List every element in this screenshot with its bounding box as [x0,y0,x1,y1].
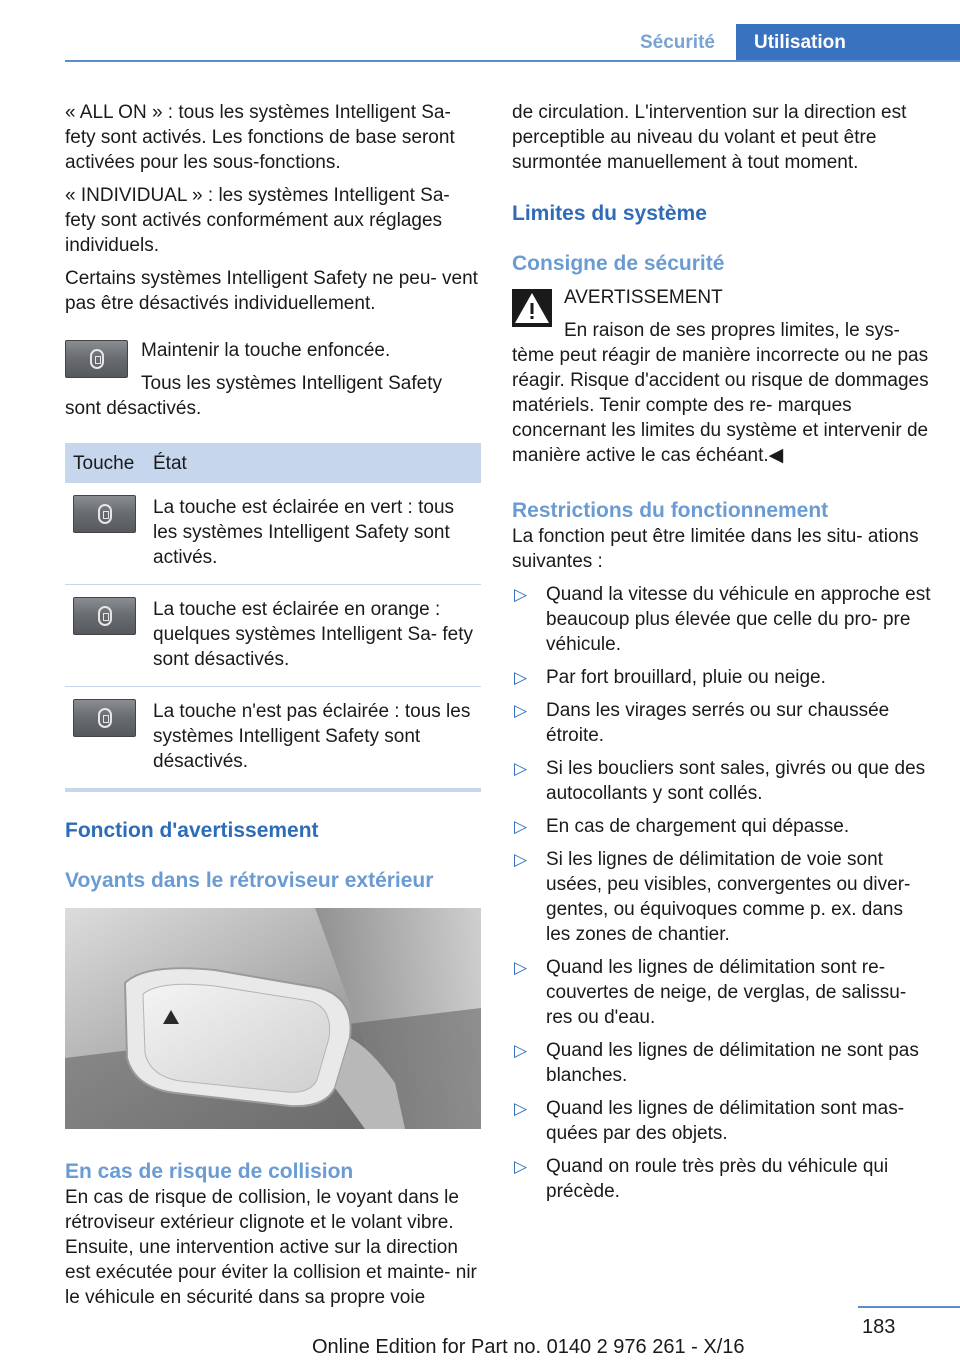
list-item: ▷ Dans les virages serrés ou sur chaussée étroite. [514,700,890,746]
warning-text: En raison de ses propres limites, le sys‐ tème peut réagir de manière incorrecte ou ne pas réagir. Risque d'accident ou risque de dommages matériels. Tenir compte des re‐ marques concernant les limites du système et intervenir de manière active le cas échéant.◀ [512,320,929,466]
table-header-touche: Touche [65,443,153,483]
paragraph-continuation: de circulation. L'intervention sur la direction est perceptible au niveau du volant et peut être surmontée manuellement à tout moment. [512,102,907,173]
table-row [65,687,481,791]
list-item: ▷ Si les lignes de délimitation de voie sont usées, peu visibles, convergentes ou diver‐ gentes, ou équivoques comme p. ex. dans les zones de chantier. [514,849,911,945]
heading-restrictions: Restrictions du fonctionnement [512,499,829,522]
page-number-rule [858,1306,960,1308]
paragraph-individual: « INDIVIDUAL » : les systèmes Intelligent Sa‐ fety sont activés conformément aux réglages individuels. [65,185,450,256]
restrictions-list [512,582,932,1204]
hold-line-2: Tous les systèmes Intelligent Safety sont désactivés. [65,373,442,419]
list-item: ▷ Quand les lignes de délimitation sont re‐ couvertes de neige, de verglas, de salissu‐ res ou d'eau. [514,957,907,1028]
bullet-arrow-icon: ▷ [514,817,528,836]
list-item: ▷ Quand les lignes de délimitation sont mas‐ quées par des objets. [514,1098,905,1144]
table-header-etat: État [153,443,481,483]
side-mirror-illustration [65,908,481,1129]
left-column [65,100,481,1318]
table-cell-state: La touche est éclairée en vert : tous les systèmes Intelligent Safety sont activés. [153,483,481,585]
hold-line-1: Maintenir la touche enfoncée. [141,340,391,361]
bullet-arrow-icon: ▷ [514,668,528,687]
bullet-arrow-icon: ▷ [514,958,528,977]
heading-mirror-lights: Voyants dans le rétroviseur extérieur [65,869,434,892]
bullet-arrow-icon: ▷ [514,701,528,720]
table-row [65,585,481,687]
table-row [65,483,481,585]
table-cell-state: La touche n'est pas éclairée : tous les systèmes Intelligent Safety sont désactivés. [153,687,481,791]
safety-button-green-icon [73,495,136,533]
footer-edition: Online Edition for Part no. 0140 2 976 261 - X/16 [312,1336,745,1358]
bullet-arrow-icon: ▷ [514,585,528,604]
paragraph-restrictions: La fonction peut être limitée dans les situ‐ ations suivantes : [512,526,919,572]
list-item: ▷ Si les boucliers sont sales, givrés ou que des autocollants y sont collés. [514,758,926,804]
list-item: ▷ En cas de chargement qui dépasse. [514,816,850,837]
tab-securite[interactable]: Sécurité [640,32,715,53]
list-item: ▷ Quand la vitesse du véhicule en approche est beaucoup plus élevée que celle du pro‐ pre véhicule. [514,584,931,655]
paragraph-certain-systems: Certains systèmes Intelligent Safety ne peu‐ vent pas être désactivés individuellement. [65,268,478,314]
page-number: 183 [862,1316,896,1338]
paragraph-collision: En cas de risque de collision, le voyant dans le rétroviseur extérieur clignote et le volant vibre. Ensuite, une intervention active sur la direction est exécutée pour éviter la collision et mainte‐ nir le véhicule en sécurité dans sa propre voie [65,1187,477,1308]
bullet-arrow-icon: ▷ [514,1157,528,1176]
bullet-arrow-icon: ▷ [514,1099,528,1118]
list-item: ▷ Quand les lignes de délimitation ne sont pas blanches. [514,1040,919,1086]
list-item: ▷ Quand on roule très près du véhicule qui précède. [514,1156,889,1202]
tab-utilisation[interactable]: Utilisation [736,24,960,62]
safety-button-orange-icon [73,597,136,635]
right-column [512,100,932,1212]
table-cell-state: La touche est éclairée en orange : quelques systèmes Intelligent Sa‐ fety sont désactivés. [153,585,481,687]
heading-warning-function: Fonction d'avertissement [65,819,319,842]
warning-block [512,285,932,468]
header-rule [65,60,960,62]
bullet-arrow-icon: ▷ [514,759,528,778]
warning-title: AVERTISSEMENT [564,287,723,308]
paragraph-all-on: « ALL ON » : tous les systèmes Intelligent Sa‐ fety sont activés. Les fonctions de base seront activées pour les sous-fonctions. [65,102,455,173]
heading-system-limits: Limites du système [512,202,707,225]
key-state-table [65,443,481,792]
safety-button-icon [65,340,128,378]
heading-collision: En cas de risque de collision [65,1160,354,1183]
heading-safety-note: Consigne de sécurité [512,252,725,275]
bullet-arrow-icon: ▷ [514,1041,528,1060]
warning-icon [512,289,552,327]
hold-key-instruction [65,338,481,421]
safety-button-off-icon [73,699,136,737]
list-item: ▷ Par fort brouillard, pluie ou neige. [514,667,826,688]
bullet-arrow-icon: ▷ [514,850,528,869]
